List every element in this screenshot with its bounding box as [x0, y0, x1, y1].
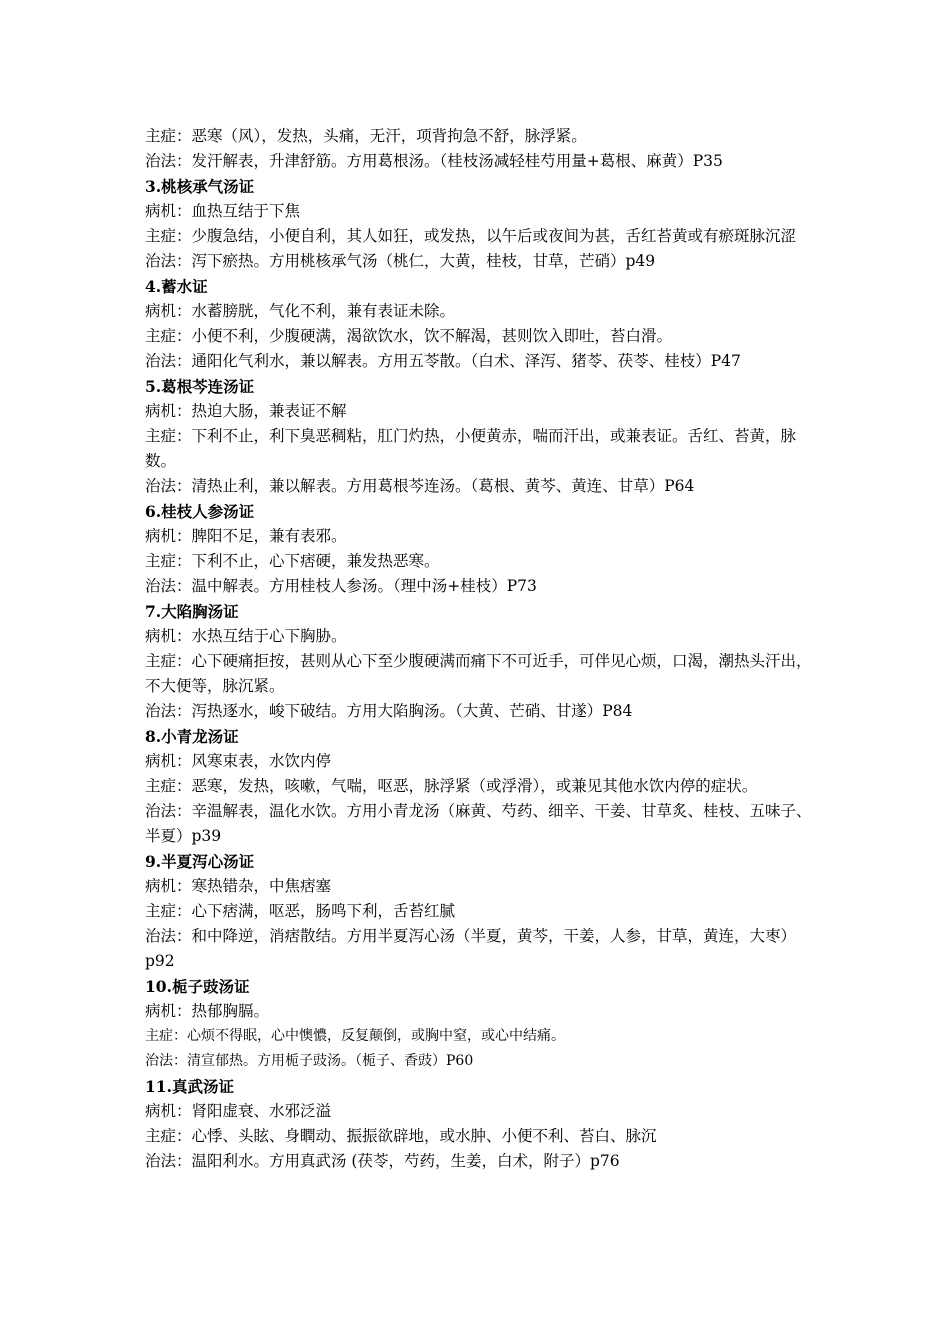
symptoms-line: 主症：下利不止，心下痞硬，兼发热恶寒。 [145, 552, 440, 570]
section-heading: 10.栀子豉汤证 [145, 977, 250, 996]
symptoms-line: 主症：心下痞满，呕恶，肠鸣下利，舌苔红腻 [145, 902, 456, 920]
treatment-line: 治法：温阳利水。方用真武汤 (茯苓，芍药，生姜，白术，附子）p76 [145, 1152, 620, 1170]
pathogenesis-line: 病机：水蓄膀胱，气化不利，兼有表证未除。 [145, 302, 456, 320]
section-heading: 11.真武汤证 [145, 1077, 234, 1096]
treatment-line: 治法：辛温解表，温化水饮。方用小青龙汤（麻黄、芍药、细辛、干姜、甘草炙、桂枝、五味子、半夏）p39 [145, 802, 812, 845]
symptoms-line: 主症：心下硬痛拒按，甚则从心下至少腹硬满而痛下不可近手，可伴见心烦，口渴，潮热头汗出，不大便等，脉沉紧。 [145, 652, 812, 695]
treatment-line: 治法：清宣郁热。方用栀子豉汤。（栀子、香豉）P60 [145, 1053, 474, 1069]
document-body [145, 124, 815, 1174]
pathogenesis-line: 病机：风寒束表，水饮内停 [145, 752, 332, 770]
symptoms-line: 主症：小便不利，少腹硬满，渴欲饮水，饮不解渴，甚则饮入即吐，苔白滑。 [145, 327, 673, 345]
symptoms-line: 主症：下利不止，利下臭恶稠粘，肛门灼热，小便黄赤，喘而汗出，或兼表证。舌红、苔黄，脉数。 [145, 427, 797, 470]
treatment-line: 治法：和中降逆，消痞散结。方用半夏泻心汤（半夏，黄芩，干姜，人参，甘草，黄连，大枣）p92 [145, 927, 797, 970]
pathogenesis-line: 病机：血热互结于下焦 [145, 202, 301, 220]
pathogenesis-line: 病机：肾阳虚衰、水邪泛溢 [145, 1102, 332, 1120]
section-heading: 9.半夏泻心汤证 [145, 852, 255, 871]
symptoms-line: 主症：心悸、头眩、身瞤动、振振欲辟地，或水肿、小便不利、苔白、脉沉 [145, 1127, 657, 1145]
section-heading: 6.桂枝人参汤证 [145, 502, 255, 521]
symptoms-line: 主症：恶寒（风），发热，头痛，无汗，项背拘急不舒，脉浮紧。 [145, 127, 587, 145]
treatment-line: 治法：温中解表。方用桂枝人参汤。（理中汤+桂枝）P73 [145, 577, 537, 595]
treatment-line: 治法：通阳化气利水，兼以解表。方用五苓散。（白术、泽泻、猪苓、茯苓、桂枝）P47 [145, 352, 741, 370]
section-heading: 4.蓄水证 [145, 277, 208, 296]
pathogenesis-line: 病机：脾阳不足，兼有表邪。 [145, 527, 347, 545]
symptoms-line: 主症：恶寒，发热，咳嗽，气喘，呕恶，脉浮紧（或浮滑），或兼见其他水饮内停的症状。 [145, 777, 758, 795]
section-heading: 8.小青龙汤证 [145, 727, 239, 746]
section-heading: 7.大陷胸汤证 [145, 602, 239, 621]
symptoms-line: 主症：少腹急结，小便自利，其人如狂，或发热，以午后或夜间为甚，舌红苔黄或有瘀斑脉沉涩 [145, 227, 797, 245]
pathogenesis-line: 病机：寒热错杂，中焦痞塞 [145, 877, 332, 895]
treatment-line: 治法：发汗解表，升津舒筋。方用葛根汤。（桂枝汤减轻桂芍用量+葛根、麻黄）P35 [145, 152, 723, 170]
section-heading: 5.葛根芩连汤证 [145, 377, 255, 396]
pathogenesis-line: 病机：热迫大肠，兼表证不解 [145, 402, 347, 420]
pathogenesis-line: 病机：水热互结于心下胸胁。 [145, 627, 347, 645]
treatment-line: 治法：泻热逐水，峻下破结。方用大陷胸汤。（大黄、芒硝、甘遂）P84 [145, 702, 633, 720]
section-heading: 3.桃核承气汤证 [145, 177, 255, 196]
treatment-line: 治法：清热止利，兼以解表。方用葛根芩连汤。（葛根、黄芩、黄连、甘草）P64 [145, 477, 695, 495]
pathogenesis-line: 病机：热郁胸膈。 [145, 1002, 270, 1020]
treatment-line: 治法：泻下瘀热。方用桃核承气汤（桃仁，大黄，桂枝，甘草，芒硝）p49 [145, 252, 656, 270]
symptoms-line: 主症：心烦不得眠，心中懊憹，反复颠倒，或胸中窒，或心中结痛。 [145, 1028, 565, 1044]
